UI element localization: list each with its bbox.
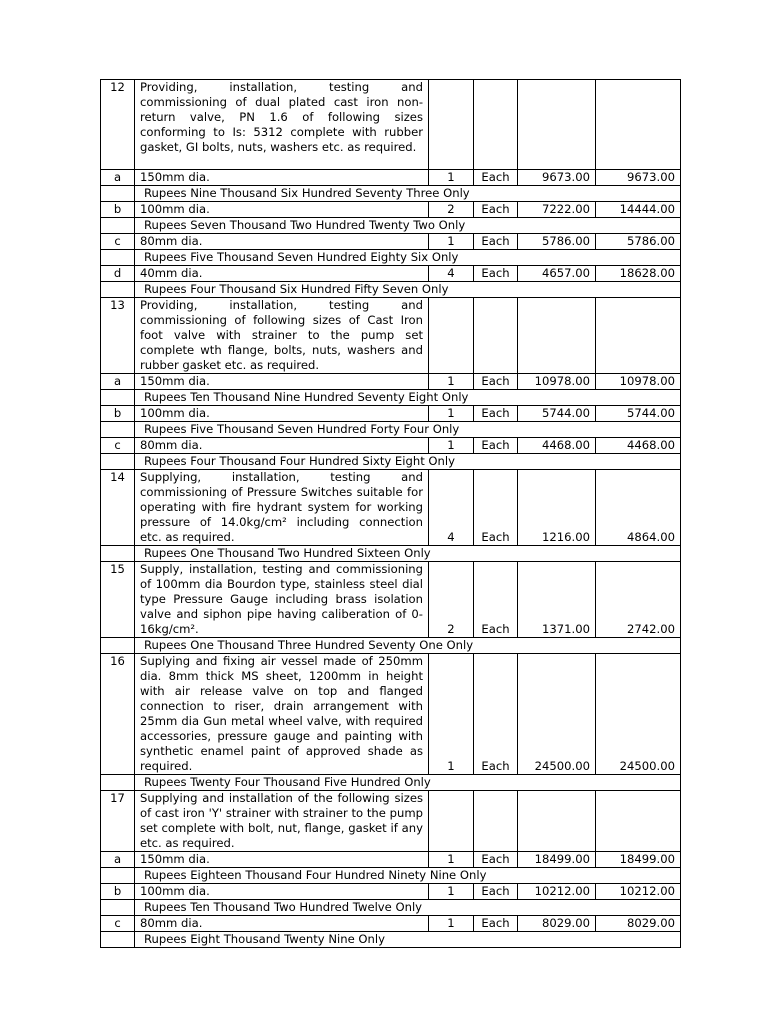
item-description: 100mm dia.	[135, 406, 429, 422]
table-row	[101, 562, 681, 638]
quantity-cell: 1	[429, 170, 474, 186]
unit-cell: Each	[474, 406, 518, 422]
sub-item-letter: b	[101, 202, 135, 218]
quantity-cell: 1	[429, 654, 474, 775]
rate-cell: 9673.00	[518, 170, 596, 186]
amount-cell: 2742.00	[596, 562, 681, 638]
amount-in-words: Rupees Seven Thousand Two Hundred Twenty Two Only	[135, 218, 681, 234]
amount-cell: 14444.00	[596, 202, 681, 218]
amount-in-words: Rupees One Thousand Three Hundred Seventy One Only	[135, 638, 681, 654]
boq-table	[100, 79, 681, 948]
amount-cell: 18499.00	[596, 852, 681, 868]
table-row	[101, 852, 681, 868]
table-row	[101, 791, 681, 852]
item-description: Providing, installation, testing and commissioning of following sizes of Cast Iron foot valve with strainer to the pump set complete wth flange, bolts, nuts, washers and rubber gasket etc. as required.	[135, 298, 429, 374]
amount-in-words-row	[101, 775, 681, 791]
table-row	[101, 438, 681, 454]
sub-item-letter: c	[101, 916, 135, 932]
item-description: 80mm dia.	[135, 234, 429, 250]
item-description: 80mm dia.	[135, 438, 429, 454]
amount-in-words-row	[101, 186, 681, 202]
amount-in-words: Rupees Ten Thousand Nine Hundred Seventy Eight Only	[135, 390, 681, 406]
amount-in-words-row	[101, 932, 681, 948]
item-number: 12	[101, 80, 135, 170]
rate-cell: 4468.00	[518, 438, 596, 454]
item-description: 100mm dia.	[135, 884, 429, 900]
amount-in-words-row	[101, 218, 681, 234]
table-row	[101, 884, 681, 900]
amount-in-words-row	[101, 422, 681, 438]
sub-item-letter: c	[101, 438, 135, 454]
table-row	[101, 916, 681, 932]
item-number: 17	[101, 791, 135, 852]
unit-cell: Each	[474, 852, 518, 868]
amount-in-words: Rupees Five Thousand Seven Hundred Forty Four Only	[135, 422, 681, 438]
quantity-cell: 1	[429, 234, 474, 250]
amount-in-words-row	[101, 454, 681, 470]
quantity-cell: 1	[429, 916, 474, 932]
unit-cell: Each	[474, 884, 518, 900]
rate-cell: 10978.00	[518, 374, 596, 390]
item-description: Supplying, installation, testing and commissioning of Pressure Switches suitable for operating with fire hydrant system for working pressure of 14.0kg/cm² including connection etc. as required.	[135, 470, 429, 546]
amount-in-words: Rupees Twenty Four Thousand Five Hundred Only	[135, 775, 681, 791]
item-description: Supply, installation, testing and commissioning of 100mm dia Bourdon type, stainless steel dial type Pressure Gauge including brass isolation valve and siphon pipe having caliberation of 0-16kg/cm².	[135, 562, 429, 638]
sub-item-letter: b	[101, 884, 135, 900]
amount-cell: 4864.00	[596, 470, 681, 546]
item-description: 40mm dia.	[135, 266, 429, 282]
rate-cell: 18499.00	[518, 852, 596, 868]
item-description: 80mm dia.	[135, 916, 429, 932]
table-row	[101, 170, 681, 186]
quantity-cell: 4	[429, 470, 474, 546]
amount-in-words: Rupees Eight Thousand Twenty Nine Only	[135, 932, 681, 948]
amount-cell: 5744.00	[596, 406, 681, 422]
amount-cell: 10212.00	[596, 884, 681, 900]
rate-cell: 5786.00	[518, 234, 596, 250]
amount-cell: 8029.00	[596, 916, 681, 932]
table-row	[101, 298, 681, 374]
quantity-cell: 1	[429, 884, 474, 900]
table-row	[101, 470, 681, 546]
item-description: 100mm dia.	[135, 202, 429, 218]
quantity-cell: 2	[429, 202, 474, 218]
amount-cell: 4468.00	[596, 438, 681, 454]
quantity-cell: 2	[429, 562, 474, 638]
item-number: 13	[101, 298, 135, 374]
quantity-cell: 1	[429, 852, 474, 868]
rate-cell: 24500.00	[518, 654, 596, 775]
amount-cell: 10978.00	[596, 374, 681, 390]
rate-cell: 5744.00	[518, 406, 596, 422]
quantity-cell: 4	[429, 266, 474, 282]
rate-cell: 1216.00	[518, 470, 596, 546]
amount-cell: 9673.00	[596, 170, 681, 186]
quantity-cell: 1	[429, 438, 474, 454]
quantity-cell: 1	[429, 374, 474, 390]
item-number: 15	[101, 562, 135, 638]
rate-cell: 4657.00	[518, 266, 596, 282]
table-row	[101, 654, 681, 775]
unit-cell: Each	[474, 170, 518, 186]
amount-cell: 18628.00	[596, 266, 681, 282]
item-description: 150mm dia.	[135, 852, 429, 868]
sub-item-letter: a	[101, 170, 135, 186]
item-number: 16	[101, 654, 135, 775]
amount-in-words: Rupees Nine Thousand Six Hundred Seventy Three Only	[135, 186, 681, 202]
item-description: 150mm dia.	[135, 374, 429, 390]
unit-cell: Each	[474, 374, 518, 390]
unit-cell: Each	[474, 916, 518, 932]
amount-in-words: Rupees Five Thousand Seven Hundred Eighty Six Only	[135, 250, 681, 266]
item-description: Providing, installation, testing and commissioning of dual plated cast iron non-return valve, PN 1.6 of following sizes conforming to Is: 5312 complete with rubber gasket, GI bolts, nuts, washers etc. as required.	[135, 80, 429, 170]
amount-in-words-row	[101, 868, 681, 884]
amount-in-words: Rupees Four Thousand Four Hundred Sixty Eight Only	[135, 454, 681, 470]
table-row	[101, 202, 681, 218]
rate-cell: 7222.00	[518, 202, 596, 218]
sub-item-letter: c	[101, 234, 135, 250]
amount-in-words-row	[101, 638, 681, 654]
amount-in-words-row	[101, 282, 681, 298]
rate-cell: 8029.00	[518, 916, 596, 932]
rate-cell: 1371.00	[518, 562, 596, 638]
table-row	[101, 406, 681, 422]
amount-in-words-row	[101, 390, 681, 406]
unit-cell: Each	[474, 266, 518, 282]
amount-in-words-row	[101, 546, 681, 562]
amount-in-words-row	[101, 900, 681, 916]
table-row	[101, 234, 681, 250]
unit-cell: Each	[474, 202, 518, 218]
item-description: 150mm dia.	[135, 170, 429, 186]
rate-cell: 10212.00	[518, 884, 596, 900]
unit-cell: Each	[474, 438, 518, 454]
unit-cell: Each	[474, 654, 518, 775]
unit-cell: Each	[474, 470, 518, 546]
amount-in-words-row	[101, 250, 681, 266]
quantity-cell: 1	[429, 406, 474, 422]
sub-item-letter: a	[101, 374, 135, 390]
amount-in-words: Rupees Four Thousand Six Hundred Fifty Seven Only	[135, 282, 681, 298]
amount-cell: 5786.00	[596, 234, 681, 250]
item-description: Supplying and installation of the following sizes of cast iron 'Y' strainer with strainer to the pump set complete with bolt, nut, flange, gasket if any etc. as required.	[135, 791, 429, 852]
amount-cell: 24500.00	[596, 654, 681, 775]
table-row	[101, 80, 681, 170]
amount-in-words: Rupees Ten Thousand Two Hundred Twelve Only	[135, 900, 681, 916]
sub-item-letter: b	[101, 406, 135, 422]
sub-item-letter: a	[101, 852, 135, 868]
unit-cell: Each	[474, 234, 518, 250]
amount-in-words: Rupees Eighteen Thousand Four Hundred Ninety Nine Only	[135, 868, 681, 884]
table-row	[101, 266, 681, 282]
table-row	[101, 374, 681, 390]
amount-in-words: Rupees One Thousand Two Hundred Sixteen Only	[135, 546, 681, 562]
item-description: Suplying and fixing air vessel made of 250mm dia. 8mm thick MS sheet, 1200mm in height with air release valve on top and flanged connection to riser, drain arrangement with 25mm dia Gun metal wheel valve, with required accessories, pressure gauge and painting with synthetic enamel paint of approved shade as required.	[135, 654, 429, 775]
unit-cell: Each	[474, 562, 518, 638]
sub-item-letter: d	[101, 266, 135, 282]
item-number: 14	[101, 470, 135, 546]
